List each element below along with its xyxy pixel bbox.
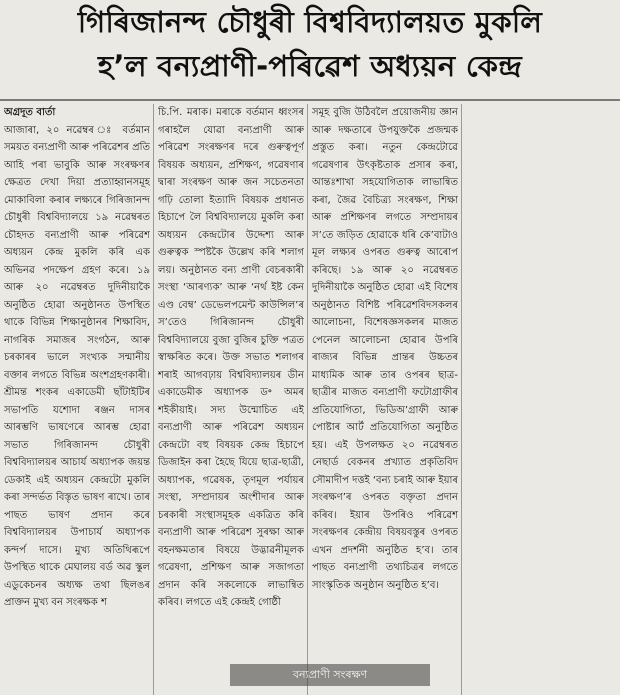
byline: অগ্ৰদূত বাৰ্তা (4, 107, 56, 118)
headline-line-1: গিৰিজানন্দ চৌধুৰী বিশ্ববিদ্যালয়ত মুকলি (77, 5, 543, 39)
article-column-2 (158, 104, 304, 695)
caption-overlay: বন্যপ্ৰাণী সংৰক্ষণ (230, 664, 430, 686)
article-body (0, 104, 620, 695)
headline-divider (0, 99, 620, 101)
article-column-1 (4, 104, 150, 695)
headline-line-2: হ’ল বন্যপ্ৰাণী-পৰিৱেশ অধ্যয়ন কেন্দ্ৰ (97, 49, 522, 83)
column-3-text: সমূহ বুজি উঠিবলৈ প্ৰয়োজনীয় জ্ঞান আৰু দক্ষতাৰে উপযুক্তকৈ প্ৰজন্মক প্ৰস্তুত কৰা। নতুন কেন্দ্ৰটোৱে গৱেষণাৰ উৎকৃষ্টতাক প্ৰসাৰ কৰা, আন্তঃশাখা সহযোগিতাক লাভান্বিত কৰা, জৈৱ বৈচিত্ৰ্য সংৰক্ষণ, শিক্ষা আৰু প্ৰশিক্ষণৰ লগতে সম্প্ৰদায়ৰ স’তে জড়িত হোৱাকে ধৰি কে’বাটাও মূল লক্ষ্যৰ ওপৰত গুৰুত্ব আৰোপ কৰিছে। ১৯ আৰু ২০ নৱেম্বৰত দুদিনীয়াকৈ অনুষ্ঠিত হোৱা এই বিশেষ অনুষ্ঠানত বিশিষ্ট পৰিৱেশবিদসকলৰ আলোচনা, বিশেষজ্ঞসকলৰ মাজত পেনেল আলোচনা হোৱাৰ উপৰি ৰাজ্যৰ বিভিন্ন প্ৰান্তৰ উচ্চতৰ মাধ্যমিক আৰু তাৰ ওপৰৰ ছাত্ৰ-ছাত্ৰীৰ মাজত বন্যপ্ৰাণী ফটোগ্ৰাফীৰ প্ৰতিযোগিতা, ভিডিঅ’গ্ৰাফী আৰু পোষ্টাৰ আৰ্ট প্ৰতিযোগিতা অনুষ্ঠিত হয়। এই উপলক্ষত ২০ নৱেম্বৰত নেছাৰ্ড বেকনৰ প্ৰখ্যাত প্ৰকৃতিবিদ সৌমাদীপ দত্তই ‘বন্য চৰাই আৰু ইয়াৰ সংৰক্ষণ’ৰ ওপৰত বক্তৃতা প্ৰদান কৰিব। ইয়াৰ উপৰিও পৰিৱেশ সংৰক্ষণৰ কেন্দ্ৰীয় বিষয়বস্তুৰ ওপৰত এখন প্ৰদৰ্শনী অনুষ্ঠিত হ’ব। তাৰ পাছত বন্যপ্ৰাণী তথ্যচিত্ৰৰ লগতে সাংস্কৃতিক অনুষ্ঠান অনুষ্ঠিত হ’ব। (312, 107, 458, 591)
headline (0, 0, 620, 96)
article-column-3 (312, 104, 458, 695)
column-1-text: আজাৰা, ২০ নৱেম্বৰ ঃ বৰ্তমান সময়ত বন্যপ্ৰাণী আৰু পৰিৱেশৰ প্ৰতি আহি পৰা ভাবুকি আৰু সংৰক্ষণৰ ক্ষেত্ৰত দেখা দিয়া প্ৰত্যাহ্বানসমূহ মোকাবিলা কৰাৰ লক্ষ্যৰে গিৰিজানন্দ চৌধুৰী বিশ্ববিদ্যালয়ে ১৯ নৱেম্বৰত চৌহদত বন্যপ্ৰাণী আৰু পৰিৱেশ অধ্যয়ন কেন্দ্ৰ মুকলি কৰি এক অভিনৱ পদক্ষেপ গ্ৰহণ কৰে। ১৯ আৰু ২০ নৱেম্বৰত দুদিনীয়াকৈ অনুষ্ঠিত হোৱা অনুষ্ঠানত উপস্থিত থাকে বিভিন্ন শিক্ষানুষ্ঠানৰ শিক্ষাবিদ, নাগৰিক সমাজৰ সংগঠন, আৰু চৰকাৰৰ ভালে সংখ্যক সন্মানীয় বক্তাৰ লগতে বিভিন্ন অংশগ্ৰহণকাৰী। শ্ৰীমন্ত শংকৰ একাডেমী ছাঁটাইটিৰ সভাপতি যশোদা ৰঞ্জন দাসৰ আৰম্ভণি ভাষণেৰে আৰম্ভ হোৱা সভাত গিৰিজানন্দ চৌধুৰী বিশ্ববিদ্যালয়ৰ আচাৰ্য অধ্যাপক জয়ন্ত ডেকাই এই অধ্যয়ন কেন্দ্ৰটো মুকলি কৰা সন্দৰ্ভত বিস্তৃত ভাষণ ৰাখে। তাৰ পাছত ভাষণ প্ৰদান কৰে বিশ্ববিদ্যালয়ৰ উপাচাৰ্য অধ্যাপক কন্দৰ্প দাসে। মুখ্য অতিথিৰূপে উপস্থিত থাকে মেঘালয় বৰ্ড অৱ স্কুল এডুকেচনৰ অধ্যক্ষ তথা ছিলঙৰ প্ৰাক্তন মুখ্য বন সংৰক্ষক শ (4, 124, 150, 608)
column-2-text: চি.পি. মৰাক। মৰাকে বৰ্তমান ধ্বংসৰ গৰাহলৈ যোৱা বন্যপ্ৰাণী আৰু পৰিৱেশ সংৰক্ষণৰ দৰে গুৰুত্বপূৰ্ণ বিষয়ক অধ্যয়ন, প্ৰশিক্ষণ, গৱেষণাৰ দ্বাৰা সংৰক্ষণ আৰু জন সচেতনতা গঢ়ি তোলা ইত্যাদি বিষয়ক প্ৰধানত হিচাপে লৈ বিশ্ববিদ্যালয়ে মুকলি কৰা অধ্যয়ন কেন্দ্ৰটোৰ উদ্দেশ্য আৰু গুৰুত্বক স্পষ্টকৈ উল্লেখ কৰি শলাগ লয়। অনুষ্ঠানত বন্য প্ৰাণী বেচৰকাৰী সংস্থা ‘আৰণ্যক’ আৰু ‘নৰ্থ ইষ্ট কেন এণ্ড বেম্ব’ ডেভেলপমেন্ট কাউন্সিল’ৰ স’তেও গিৰিজানন্দ চৌধুৰী বিশ্ববিদ্যালয়ে বুজা বুজিৰ চুক্তি পত্ৰত স্বাক্ষৰিত কৰে। উক্ত সভাত শলাগৰ শৰাই আগবঢ়ায় বিশ্ববিদ্যালয়ৰ ডীন একাডেমীক অধ্যাপক ড॰ অমৰ শইকীয়াই। সদ্য উন্মোচিত এই বন্যপ্ৰাণী আৰু পৰিৱেশ অধ্যয়ন কেন্দ্ৰটো বহু বিষয়ক কেন্দ্ৰ হিচাপে ডিজাইন কৰা হৈছে যিয়ে ছাত্ৰ-ছাত্ৰী, অধ্যাপক, গৱেষক, তৃণমূল পৰ্যায়ৰ সংস্থা, সম্প্ৰদায়ৰ অংশীদাৰ আৰু চৰকাৰী সংস্থাসমূহক একত্ৰিত কৰি বন্যপ্ৰাণী আৰু পৰিৱেশ সুৰক্ষা আৰু বহনক্ষমতাৰ বিষয়ে উদ্ভাৱনীমূলক গৱেষণা, প্ৰশিক্ষণ আৰু সজাগতা প্ৰদান কৰি সকলোকে লাভান্বিত কৰিব। লগতে এই কেন্দ্ৰই গোষ্ঠী (158, 107, 304, 608)
